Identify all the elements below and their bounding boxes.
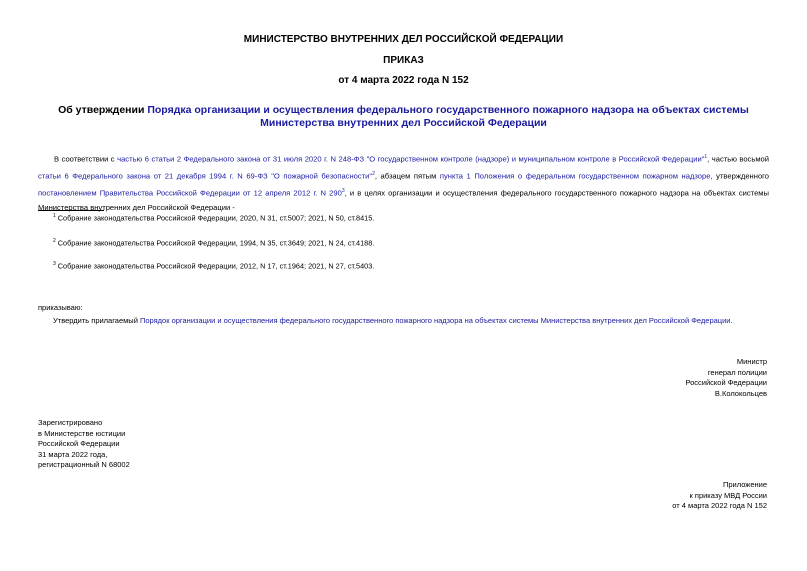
registration-line: Зарегистрировано xyxy=(38,418,103,427)
link-government-decree-290[interactable]: постановлением Правительства Российской Федерации от 12 апреля 2012 г. N 290 xyxy=(38,188,342,198)
appendix-ref: к приказу МВД России xyxy=(689,490,767,500)
footnote xyxy=(53,238,374,247)
signature-name: В.Колокольцев xyxy=(714,388,767,398)
registration-line: Российской Федерации xyxy=(38,439,120,448)
footnote-mark: 3 xyxy=(53,261,56,267)
doc-date-number: от 4 марта 2022 года N 152 xyxy=(338,75,469,86)
preamble-paragraph xyxy=(38,150,769,216)
signature-rank: генерал полиции xyxy=(707,367,767,377)
footnote xyxy=(53,213,374,222)
subject-link[interactable]: Порядка организации и осуществления федерального государственного пожарного надзора на объектах системы Министерства внутренних дел Российской Федерации xyxy=(147,104,749,129)
appendix-block xyxy=(672,480,767,512)
decree-item-end: . xyxy=(730,316,733,325)
appendix-title: Приложение xyxy=(723,480,767,489)
link-approved-procedure[interactable]: Порядок организации и осуществления федерального государственного пожарного надзора на объектах системы Министерства внутренних дел Российской Федерации xyxy=(139,316,731,325)
signature-country: Российской Федерации xyxy=(685,378,767,387)
footnote-text: Собрание законодательства Российской Федерации, 1994, N 35, ст.3649; 2021, N 24, ст.4188. xyxy=(57,238,375,248)
registration-line: в Министерстве юстиции xyxy=(38,428,126,438)
link-law-248[interactable]: частью 6 статьи 2 Федерального закона от 31 июля 2020 г. N 248-ФЗ "О государственном контроле (надзоре) и муниципальном контроле в Российской Федерации" xyxy=(117,154,705,164)
footnote-ref-3[interactable]: 3 xyxy=(341,188,345,195)
preamble-text: , частью восьмой xyxy=(707,154,769,164)
footnote-mark: 1 xyxy=(53,213,56,219)
registration-number: регистрационный N 68002 xyxy=(38,460,130,469)
signature-title: Министр xyxy=(736,357,767,366)
ministry-title: МИНИСТЕРСТВО ВНУТРЕННИХ ДЕЛ РОССИЙСКОЙ ФЕДЕРАЦИИ xyxy=(243,34,564,45)
preamble-text: , утвержденного xyxy=(710,171,769,181)
preamble-text: , и в целях организации и осуществления федерального государственного пожарного надзора на объектах системы Министерства внутренних дел Российской Федерации - xyxy=(38,188,769,213)
doc-type: ПРИКАЗ xyxy=(383,55,424,66)
document-subject xyxy=(38,104,769,130)
footnote-ref-2[interactable]: 2 xyxy=(372,171,375,178)
decree-item xyxy=(53,316,733,325)
footnote-mark: 2 xyxy=(53,238,56,244)
footnote-text: Собрание законодательства Российской Федерации, 2012, N 17, ст.1964; 2021, N 27, ст.5403. xyxy=(57,261,375,271)
footnote xyxy=(53,261,374,270)
appendix-date: от 4 марта 2022 года N 152 xyxy=(672,501,767,510)
preamble-text: , абзацем пятым xyxy=(374,171,440,181)
registration-date: 31 марта 2022 года, xyxy=(38,449,108,459)
preamble-text: В соответствии с xyxy=(54,154,118,164)
signature-block xyxy=(685,357,767,399)
footnote-ref-1[interactable]: 1 xyxy=(704,154,708,160)
registration-block xyxy=(38,418,130,471)
subject-prefix: Об утверждении xyxy=(58,104,148,116)
decree-word: приказываю: xyxy=(38,303,83,312)
footnote-divider xyxy=(38,210,104,211)
decree-item-text: Утвердить прилагаемый xyxy=(53,316,140,325)
footnote-text: Собрание законодательства Российской Федерации, 2020, N 31, ст.5007; 2021, N 50, ст.8415. xyxy=(57,213,375,223)
link-regulation-point-1[interactable]: пункта 1 Положения о федеральном государственном пожарном надзоре xyxy=(439,171,711,181)
link-law-69[interactable]: статьи 6 Федерального закона от 21 декабря 1994 г. N 69-ФЗ "О пожарной безопасности" xyxy=(38,171,373,181)
